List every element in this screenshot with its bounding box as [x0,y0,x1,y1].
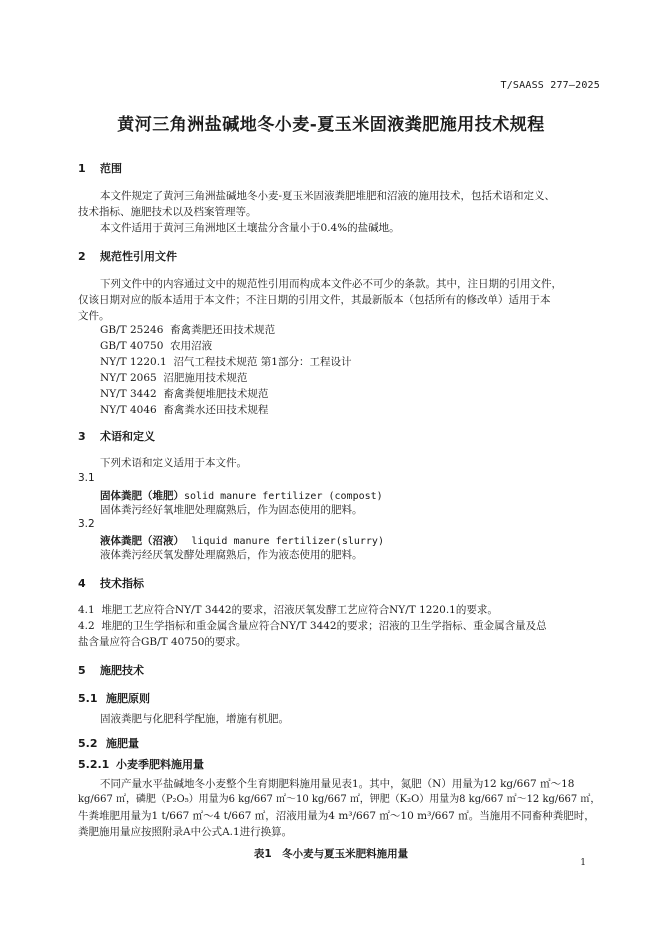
subsection-number: 5.2.1 [78,758,110,771]
section-number: 2 [78,250,86,263]
section-4-heading [78,575,144,591]
reference-item [100,338,212,353]
reference-name: 沼肥施用技术规范 [163,372,248,384]
term-english: solid manure fertilizer (compost) [184,491,383,502]
clause-4-1 [78,602,498,618]
reference-code: GB/T 25246 [100,324,164,336]
clause-text: 堆肥工艺应符合NY/T 3442的要求，沼液厌氧发酵工艺应符合NY/T 1220.1的要求。 [101,604,498,616]
term-english: liquid manure fertilizer(slurry) [191,536,384,547]
section-title: 术语和定义 [100,430,155,443]
document-title: 黄河三角洲盐碱地冬小麦-夏玉米固液粪肥施用技术规程 [117,115,545,135]
reference-name: 农用沼液 [170,340,213,352]
section-5-heading [78,662,144,678]
subsection-number: 5.1 [78,692,98,705]
term-number: 3.1 [78,472,95,484]
clause-text: 堆肥的卫生学指标和重金属含量应符合NY/T 3442的要求；沼液的卫生学指标、重金属含量及总 [101,620,547,632]
paragraph-line: kg/667 ㎡，磷肥（P₂O₅）用量为6 kg/667 ㎡～10 kg/667 ㎡，钾肥（K₂O）用量为8 kg/667 ㎡～12 kg/667 ㎡， [78,794,601,805]
section-1-heading [78,160,122,176]
reference-item [100,322,275,337]
subsection-5-2-1-heading [78,756,204,772]
paragraph-line: 不同产量水平盐碱地冬小麦整个生育期肥料施用量见表1。其中，氮肥（N）用量为12 kg/667 ㎡～18 [100,778,575,790]
section-title: 规范性引用文件 [100,250,177,263]
section-title: 范围 [100,162,122,175]
reference-name: 畜禽粪便堆肥技术规范 [163,388,269,400]
term-chinese: 液体粪肥（沼液） [100,535,184,547]
section-number: 4 [78,577,86,590]
paragraph-line: 文件。 [78,310,110,322]
section-number: 1 [78,162,86,175]
reference-item [100,354,351,369]
section-2-heading [78,248,177,264]
term-definition: 固体粪污经好氧堆肥处理腐熟后，作为固态使用的肥料。 [100,504,363,516]
paragraph-line: 本文件适用于黄河三角洲地区土壤盐分含量小于0.4%的盐碱地。 [100,222,400,234]
subsection-5-2-heading [78,735,139,751]
paragraph-line: 固液粪肥与化肥科学配施，增施有机肥。 [100,713,289,725]
paragraph-line: 盐含量应符合GB/T 40750的要求。 [78,636,247,648]
section-3-heading [78,428,155,444]
subsection-number: 5.2 [78,737,98,750]
clause-4-2 [78,618,547,634]
section-number: 5 [78,664,86,677]
subsection-title: 施肥量 [106,737,139,750]
reference-code: GB/T 40750 [100,340,164,352]
paragraph-line: 粪肥施用量应按照附录A中公式A.1进行换算。 [78,826,293,838]
reference-name: 沼气工程技术规范 第1部分：工程设计 [173,356,352,368]
reference-code: NY/T 1220.1 [100,356,167,368]
paragraph-line: 仅该日期对应的版本适用于本文件；不注日期的引用文件，其最新版本（包括所有的修改单）适用于本 [78,294,551,306]
subsection-title: 施肥原则 [106,692,150,705]
paragraph-line: 下列文件中的内容通过文中的规范性引用而构成本文件必不可少的条款。其中，注日期的引用文件， [100,278,562,290]
paragraph-line: 牛粪堆肥用量为1 t/667 ㎡～4 t/667 ㎡，沼液用量为4 m³/667 ㎡～10 m³/667 ㎡。当施用不同畜种粪肥时， [78,810,595,822]
term-number: 3.2 [78,518,95,530]
term-name [100,533,384,548]
reference-item [100,386,268,401]
reference-item [100,402,268,417]
section-number: 3 [78,430,86,443]
reference-code: NY/T 4046 [100,404,157,416]
document-code: T/SAASS 277—2025 [500,80,600,91]
reference-name: 畜禽粪水还田技术规程 [163,404,269,416]
reference-name: 畜禽粪肥还田技术规范 [170,324,276,336]
reference-item [100,370,247,385]
paragraph-line: 本文件规定了黄河三角洲盐碱地冬小麦-夏玉米固液粪肥堆肥和沼液的施用技术，包括术语和定义、 [100,190,556,202]
section-title: 技术指标 [100,577,144,590]
table-1-caption: 表1 冬小麦与夏玉米肥料施用量 [253,848,409,860]
paragraph-line: 下列术语和定义适用于本文件。 [100,457,247,469]
clause-number: 4.1 [78,604,95,616]
term-chinese: 固体粪肥（堆肥） [100,490,184,502]
section-title: 施肥技术 [100,664,144,677]
page-number: 1 [580,858,586,868]
paragraph-line: 技术指标、施肥技术以及档案管理等。 [78,206,257,218]
reference-code: NY/T 2065 [100,372,157,384]
clause-number: 4.2 [78,620,95,632]
subsection-title: 小麦季肥料施用量 [116,758,204,771]
term-definition: 液体粪污经厌氧发酵处理腐熟后，作为液态使用的肥料。 [100,549,363,561]
reference-code: NY/T 3442 [100,388,157,400]
subsection-5-1-heading [78,690,150,706]
term-name [100,488,383,503]
